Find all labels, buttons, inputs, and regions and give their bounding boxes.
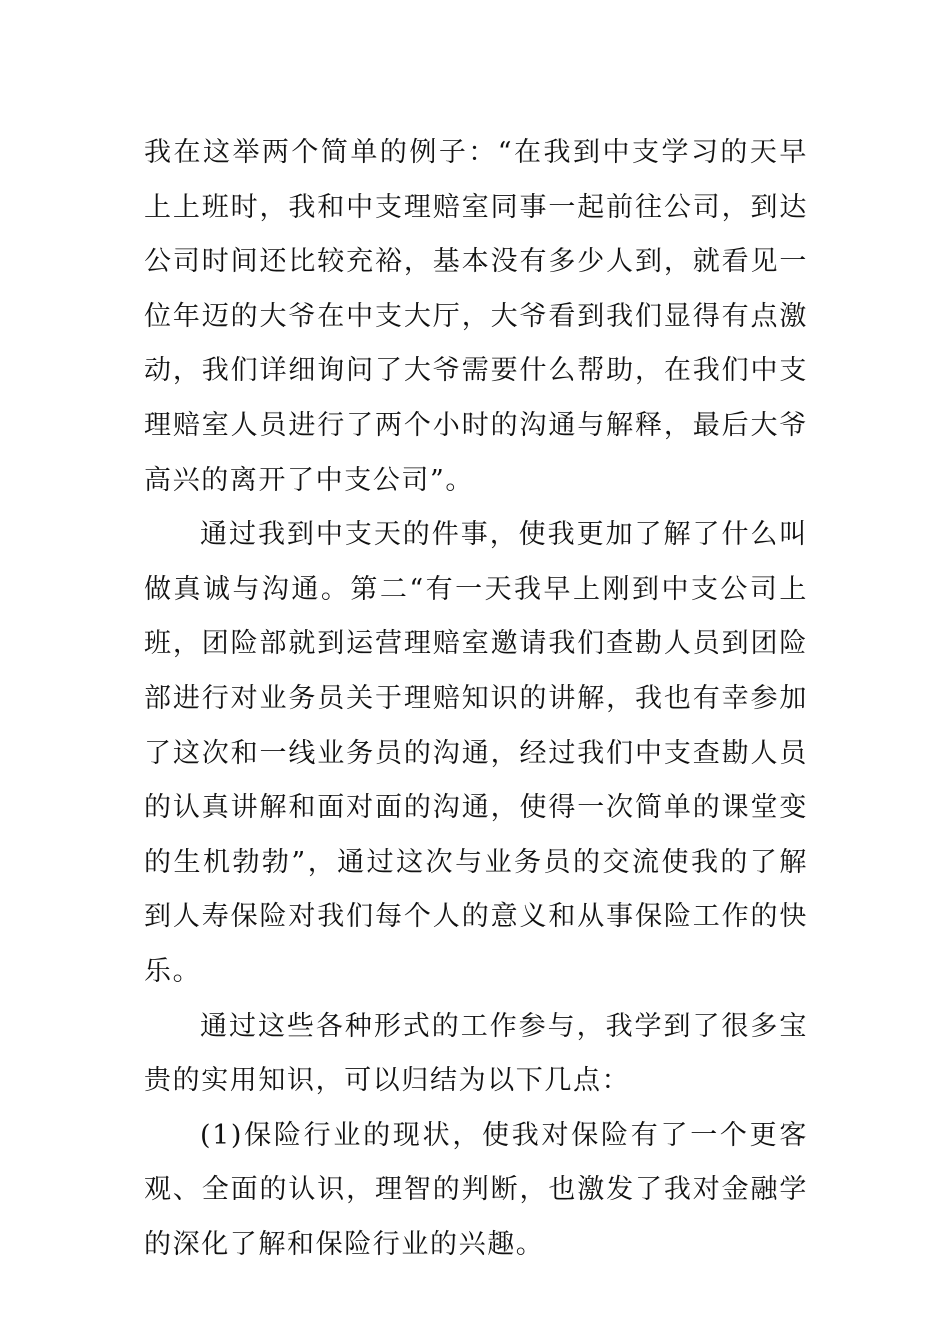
paragraph-second-example: 通过我到中支天的件事，使我更加了解了什么叫做真诚与沟通。第二“有一天我早上刚到中支公司上班，团险部就到运营理赔室邀请我们查勘人员到团险部进行对业务员关于理赔知识的讲解，我也有幸参加了这次和一线业务员的沟通，经过我们中支查勘人员的认真讲解和面对面的沟通，使得一次简单的课堂变的生机勃勃”，通过这次与业务员的交流使我的了解到人寿保险对我们每个人的意义和从事保险工作的快乐。 — [144, 519, 808, 987]
document-body — [144, 126, 808, 1272]
paragraph-point-1: (1)保险行业的现状，使我对保险有了一个更客观、全面的认识，理智的判断，也激发了我对金融学的深化了解和保险行业的兴趣。 — [144, 1119, 808, 1260]
paragraph-example-intro: 我在这举两个简单的例子：“在我到中支学习的天早上上班时，我和中支理赔室同事一起前往公司，到达公司时间还比较充裕，基本没有多少人到，就看见一位年迈的大爷在中支大厅，大爷看到我们显得有点激动，我们详细询问了大爷需要什么帮助，在我们中支理赔室人员进行了两个小时的沟通与解释，最后大爷高兴的离开了中支公司”。 — [144, 137, 808, 496]
paragraph-summary-intro: 通过这些各种形式的工作参与，我学到了很多宝贵的实用知识，可以归结为以下几点： — [144, 1010, 808, 1097]
